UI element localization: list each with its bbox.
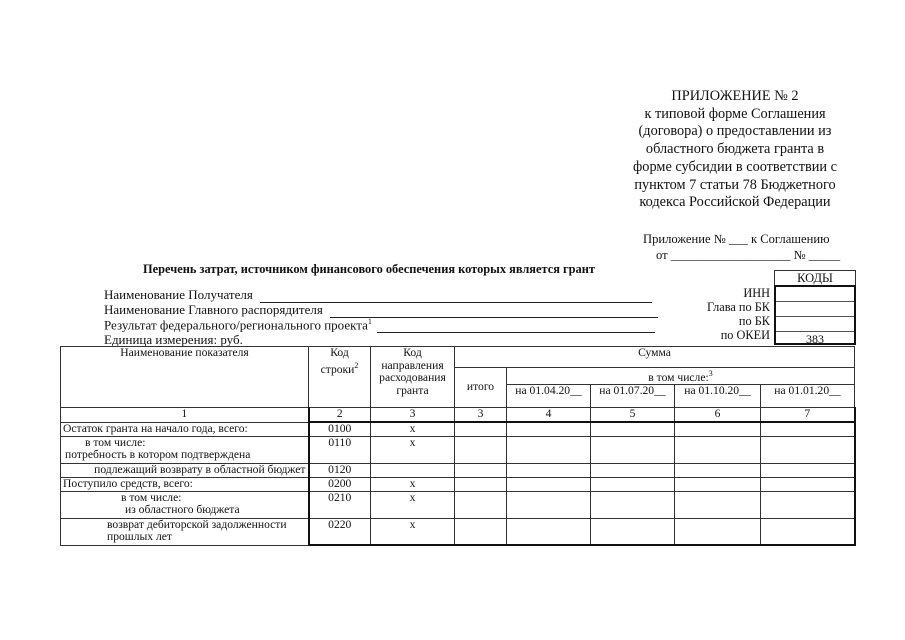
row-direction: x: [371, 477, 455, 491]
value-cell: [675, 491, 761, 518]
row-label: [61, 491, 309, 518]
code-value-bk: [776, 317, 854, 332]
value-cell: [761, 463, 855, 477]
value-cell: [507, 463, 591, 477]
value-cell: [761, 491, 855, 518]
appendix-line: к типовой форме Соглашения: [644, 105, 826, 122]
value-cell: [675, 477, 761, 491]
appendix-line: кодекса Российской Федерации: [639, 194, 831, 211]
header-including-text: в том числе:: [648, 370, 709, 384]
row-label-line: из областного бюджета: [125, 503, 240, 517]
row-code: 0110: [309, 436, 371, 463]
row-label-line: прошлых лет: [107, 530, 172, 544]
header-line-code-text: Код строки: [320, 346, 355, 376]
agreement-line: Приложение № ___ к Соглашению: [643, 232, 830, 246]
row-code: 0210: [309, 491, 371, 518]
row-code: 0120: [309, 463, 371, 477]
table-row: [61, 491, 855, 518]
value-cell: [761, 436, 855, 463]
document-title: Перечень затрат, источником финансового обеспечения которых является грант: [143, 262, 595, 276]
row-code: 0220: [309, 518, 371, 545]
value-cell: [455, 463, 507, 477]
header-including: [507, 368, 855, 385]
appendix-line: областного бюджета гранта в: [645, 141, 825, 158]
header-date-4: на 01.01.20__: [761, 385, 855, 408]
value-cell: [591, 518, 675, 545]
footnote-mark: 2: [354, 360, 359, 370]
row-code: 0100: [309, 422, 371, 436]
unit-label: Единица измерения: руб.: [104, 332, 243, 347]
value-cell: [675, 518, 761, 545]
col-number: 6: [675, 408, 761, 423]
value-cell: [507, 518, 591, 545]
row-label: подлежащий возврату в областной бюджет: [61, 463, 309, 477]
header-sum: Сумма: [455, 347, 855, 368]
footnote-mark: 3: [708, 369, 713, 378]
row-label-line: в том числе:: [85, 436, 146, 449]
col-number: 1: [61, 408, 309, 423]
row-label: Остаток гранта на начало года, всего:: [61, 422, 309, 436]
project-result-label: Результат федерального/регионального проекта: [104, 317, 368, 333]
row-direction: x: [371, 491, 455, 518]
header-date-1: на 01.04.20__: [507, 385, 591, 408]
code-value-head-bk: [776, 302, 854, 317]
codes-header: КОДЫ: [774, 270, 856, 286]
col-number: 2: [309, 408, 371, 423]
recipient-label: Наименование Получателя: [104, 287, 253, 302]
col-number: 3: [455, 408, 507, 423]
table-row: [61, 477, 855, 491]
table-row: [61, 518, 855, 545]
value-cell: [455, 518, 507, 545]
header-total: итого: [455, 368, 507, 408]
code-value-inn: [776, 287, 854, 302]
recipient-field: [104, 287, 652, 303]
row-label: [61, 436, 309, 463]
row-direction: x: [371, 422, 455, 436]
value-cell: [761, 477, 855, 491]
row-direction: x: [371, 436, 455, 463]
value-cell: [455, 422, 507, 436]
value-cell: [591, 436, 675, 463]
col-number: 7: [761, 408, 855, 423]
col-number: 4: [507, 408, 591, 423]
value-cell: [761, 422, 855, 436]
code-label-okei: по ОКЕИ: [720, 328, 770, 342]
agreement-date-line: от ___________________ № _____: [656, 248, 841, 262]
row-label: [61, 518, 309, 545]
value-cell: [507, 477, 591, 491]
value-cell: [507, 491, 591, 518]
appendix-line: пунктом 7 статьи 78 Бюджетного: [634, 176, 836, 193]
row-direction: x: [371, 518, 455, 545]
expenses-table: [60, 346, 856, 546]
code-label-bk: по БК: [738, 314, 770, 328]
project-result-field: [104, 317, 655, 333]
appendix-line: форме субсидии в соответствии с: [633, 158, 837, 175]
code-label-head-bk: Глава по БК: [706, 300, 770, 314]
header-direction: Код направления расходования гранта: [371, 347, 455, 408]
row-label-line: потребность в котором подтверждена: [65, 448, 251, 462]
value-cell: [591, 463, 675, 477]
value-cell: [761, 518, 855, 545]
col-number: 3: [371, 408, 455, 423]
table-row: [61, 436, 855, 463]
code-value-okei: 383: [806, 332, 824, 346]
col-number: 5: [591, 408, 675, 423]
appendix-block: [610, 88, 860, 212]
header-date-3: на 01.10.20__: [675, 385, 761, 408]
main-manager-label: Наименование Главного распорядителя: [104, 302, 323, 317]
value-cell: [455, 477, 507, 491]
footnote-mark: 1: [367, 317, 372, 326]
value-cell: [591, 477, 675, 491]
code-label-inn: ИНН: [743, 286, 770, 300]
appendix-line: (договора) о предоставлении из: [638, 123, 832, 140]
row-direction: [371, 463, 455, 477]
header-indicator: Наименование показателя: [61, 347, 309, 408]
row-code: 0200: [309, 477, 371, 491]
appendix-line: ПРИЛОЖЕНИЕ № 2: [671, 88, 799, 104]
value-cell: [455, 491, 507, 518]
value-cell: [507, 436, 591, 463]
project-result-input-line: [377, 332, 655, 333]
codes-box: [774, 285, 856, 345]
value-cell: [591, 491, 675, 518]
value-cell: [675, 422, 761, 436]
table-row: [61, 422, 855, 436]
header-date-2: на 01.07.20__: [591, 385, 675, 408]
row-label-line: в том числе:: [121, 491, 182, 504]
row-label: Поступило средств, всего:: [61, 477, 309, 491]
value-cell: [455, 436, 507, 463]
table-row: [61, 463, 855, 477]
value-cell: [507, 422, 591, 436]
value-cell: [591, 422, 675, 436]
value-cell: [675, 436, 761, 463]
header-line-code: [309, 347, 371, 408]
main-manager-field: [104, 302, 658, 318]
value-cell: [675, 463, 761, 477]
row-label-line: возврат дебиторской задолженности: [107, 518, 287, 531]
